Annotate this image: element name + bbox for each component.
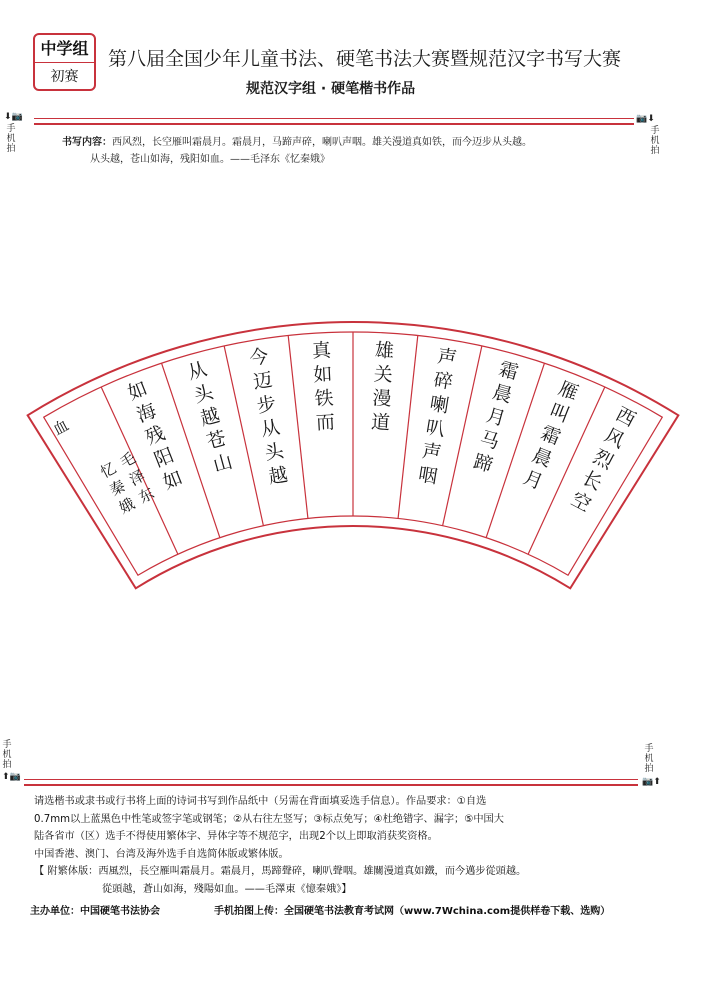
fan-character: 月 <box>520 466 546 495</box>
fan-character: 西 <box>612 403 640 432</box>
content-line-2: 从头越，苍山如海，残阳如血。——毛泽东《忆秦娥》 <box>90 154 330 165</box>
requirements-line-2: 0.7mm以上蓝黑色中性笔或签字笔或钢笔；②从右往左竖写；③标点免写；④杜绝错字、漏字；⑤中国大 <box>34 813 504 825</box>
fan-divider <box>398 335 418 518</box>
fan-column <box>567 403 639 516</box>
fan-text <box>50 339 639 517</box>
fan-character: 真 <box>311 339 332 363</box>
fan-character: 如 <box>312 363 333 387</box>
phone-label-text: 手机拍 <box>644 744 654 774</box>
fan-character: 而 <box>315 411 336 435</box>
fan-character: 步 <box>255 392 278 418</box>
fan-character: 海 <box>133 399 160 428</box>
fan-character: 忆 <box>97 458 120 482</box>
fan-column <box>471 358 521 477</box>
phone-label-top-right <box>648 126 662 156</box>
fan-character: 空 <box>567 488 595 517</box>
fan-character: 叫 <box>546 399 573 428</box>
fan-column <box>248 345 290 488</box>
fan-character: 如 <box>160 466 186 495</box>
fan-character: 马 <box>477 427 502 454</box>
camera-icon-bottom-right: 📷⬆ <box>642 777 661 787</box>
fan-character: 道 <box>370 411 391 435</box>
fan-character: 越 <box>267 463 290 489</box>
fan-character: 从 <box>259 416 282 442</box>
fan-character: 叭 <box>424 416 447 442</box>
fan-character: 今 <box>247 345 271 370</box>
page-subtitle: 规范汉字组 · 硬笔楷书作品 <box>246 81 416 97</box>
requirements-line-4: 中国香港、澳门、台湾及海外选手自选简体版或繁体版。 <box>34 848 289 860</box>
fan-character: 头 <box>263 439 286 465</box>
fan-character: 声 <box>420 439 443 465</box>
page-title: 第八届全国少年儿童书法、硬笔书法大赛暨规范汉字书写大赛 <box>108 48 622 70</box>
camera-icon-top-right: 📷⬇ <box>636 114 655 124</box>
fan-character: 晨 <box>490 381 515 408</box>
fan-writing-area <box>0 300 707 620</box>
fan-character: 山 <box>210 450 235 477</box>
requirements-line-5: 【 附繁体版：西風烈，長空雁叫霜晨月。霜晨月，馬蹄聲碎，喇叭聲咽。雄關漫道真如鐵，而今邁步從頭越。 <box>34 866 527 877</box>
camera-icon-top-left: ⬇📷 <box>4 112 23 122</box>
phone-label-text: 手机拍 <box>6 124 16 154</box>
group-label: 中学组 <box>35 35 94 63</box>
fan-character: 东 <box>135 484 158 508</box>
organizer-text: 主办单位：中国硬笔书法协会 <box>30 906 160 917</box>
fan-character: 泽 <box>126 466 148 490</box>
content-line-1: 西风烈，长空雁叫霜晨月。霜晨月，马蹄声碎，喇叭声咽。雄关漫道真如铁，而今迈步从头越。 <box>112 137 532 148</box>
fan-character: 迈 <box>251 368 274 394</box>
fan-character: 漫 <box>371 387 392 411</box>
requirements-block <box>34 793 634 898</box>
phone-label-bottom-right <box>642 744 656 774</box>
fan-character: 霜 <box>537 421 564 450</box>
fan-column <box>520 377 581 494</box>
fan-character: 霜 <box>496 357 521 385</box>
fan-character: 关 <box>373 363 394 387</box>
fan-character: 秦 <box>106 476 129 500</box>
phone-label-bottom-left <box>0 740 14 770</box>
stage-label: 初赛 <box>50 69 79 85</box>
fan-character: 晨 <box>528 444 555 472</box>
fan-character: 雄 <box>374 339 395 363</box>
requirements-line-6: 從頭越，蒼山如海，殘陽如血。——毛澤東《憶秦娥》】 <box>102 883 352 895</box>
fan-column <box>50 416 157 517</box>
phone-label-top-left <box>4 124 18 154</box>
fan-character: 残 <box>142 421 169 450</box>
fan-character: 娥 <box>116 494 138 518</box>
content-label: 书写内容： <box>62 137 112 148</box>
fan-divider <box>288 335 308 518</box>
phone-label-text: 手机拍 <box>2 740 12 770</box>
fan-character: 蹄 <box>471 450 496 477</box>
bottom-divider <box>24 779 638 786</box>
requirements-line-3: 陆各省市（区）选手不得使用繁体字、异体字等不规范字，出现2个以上即取消获奖资格。 <box>34 831 438 842</box>
fan-character: 喇 <box>428 392 451 418</box>
requirements-line-1: 请选楷书或隶书或行书将上面的诗词书写到作品纸中（另需在背面填妥选手信息）。作品要求：①自选 <box>34 796 487 807</box>
fan-character: 风 <box>600 424 628 453</box>
fan-character: 血 <box>50 416 72 439</box>
camera-icon-bottom-left: ⬆📷 <box>2 772 21 782</box>
fan-character: 苍 <box>204 427 229 454</box>
fan-column <box>371 339 395 434</box>
fan-character: 长 <box>578 466 606 496</box>
content-block <box>62 134 642 168</box>
fan-character: 声 <box>435 345 459 370</box>
fan-character: 碎 <box>432 368 455 394</box>
fan-character: 雁 <box>555 377 582 405</box>
fan-character: 头 <box>191 381 216 408</box>
fan-character: 月 <box>483 404 508 431</box>
fan-column <box>417 345 459 488</box>
fan-character: 毛 <box>116 448 139 472</box>
fan-character: 阳 <box>151 444 178 472</box>
upload-text: 手机拍图上传：全国硬笔书法教育考试网（www.7Wchina.com提供样卷下载、选购） <box>214 906 611 917</box>
phone-label-text: 手机拍 <box>650 126 660 156</box>
fan-column <box>311 339 335 434</box>
fan-column <box>185 358 235 477</box>
fan-character: 烈 <box>589 445 617 474</box>
fan-character: 咽 <box>416 463 439 489</box>
fan-character: 铁 <box>314 387 335 411</box>
top-divider <box>34 118 634 125</box>
fan-character: 从 <box>185 357 210 385</box>
fan-character: 如 <box>124 377 151 405</box>
fan-character: 越 <box>198 404 223 431</box>
group-badge <box>33 33 96 91</box>
